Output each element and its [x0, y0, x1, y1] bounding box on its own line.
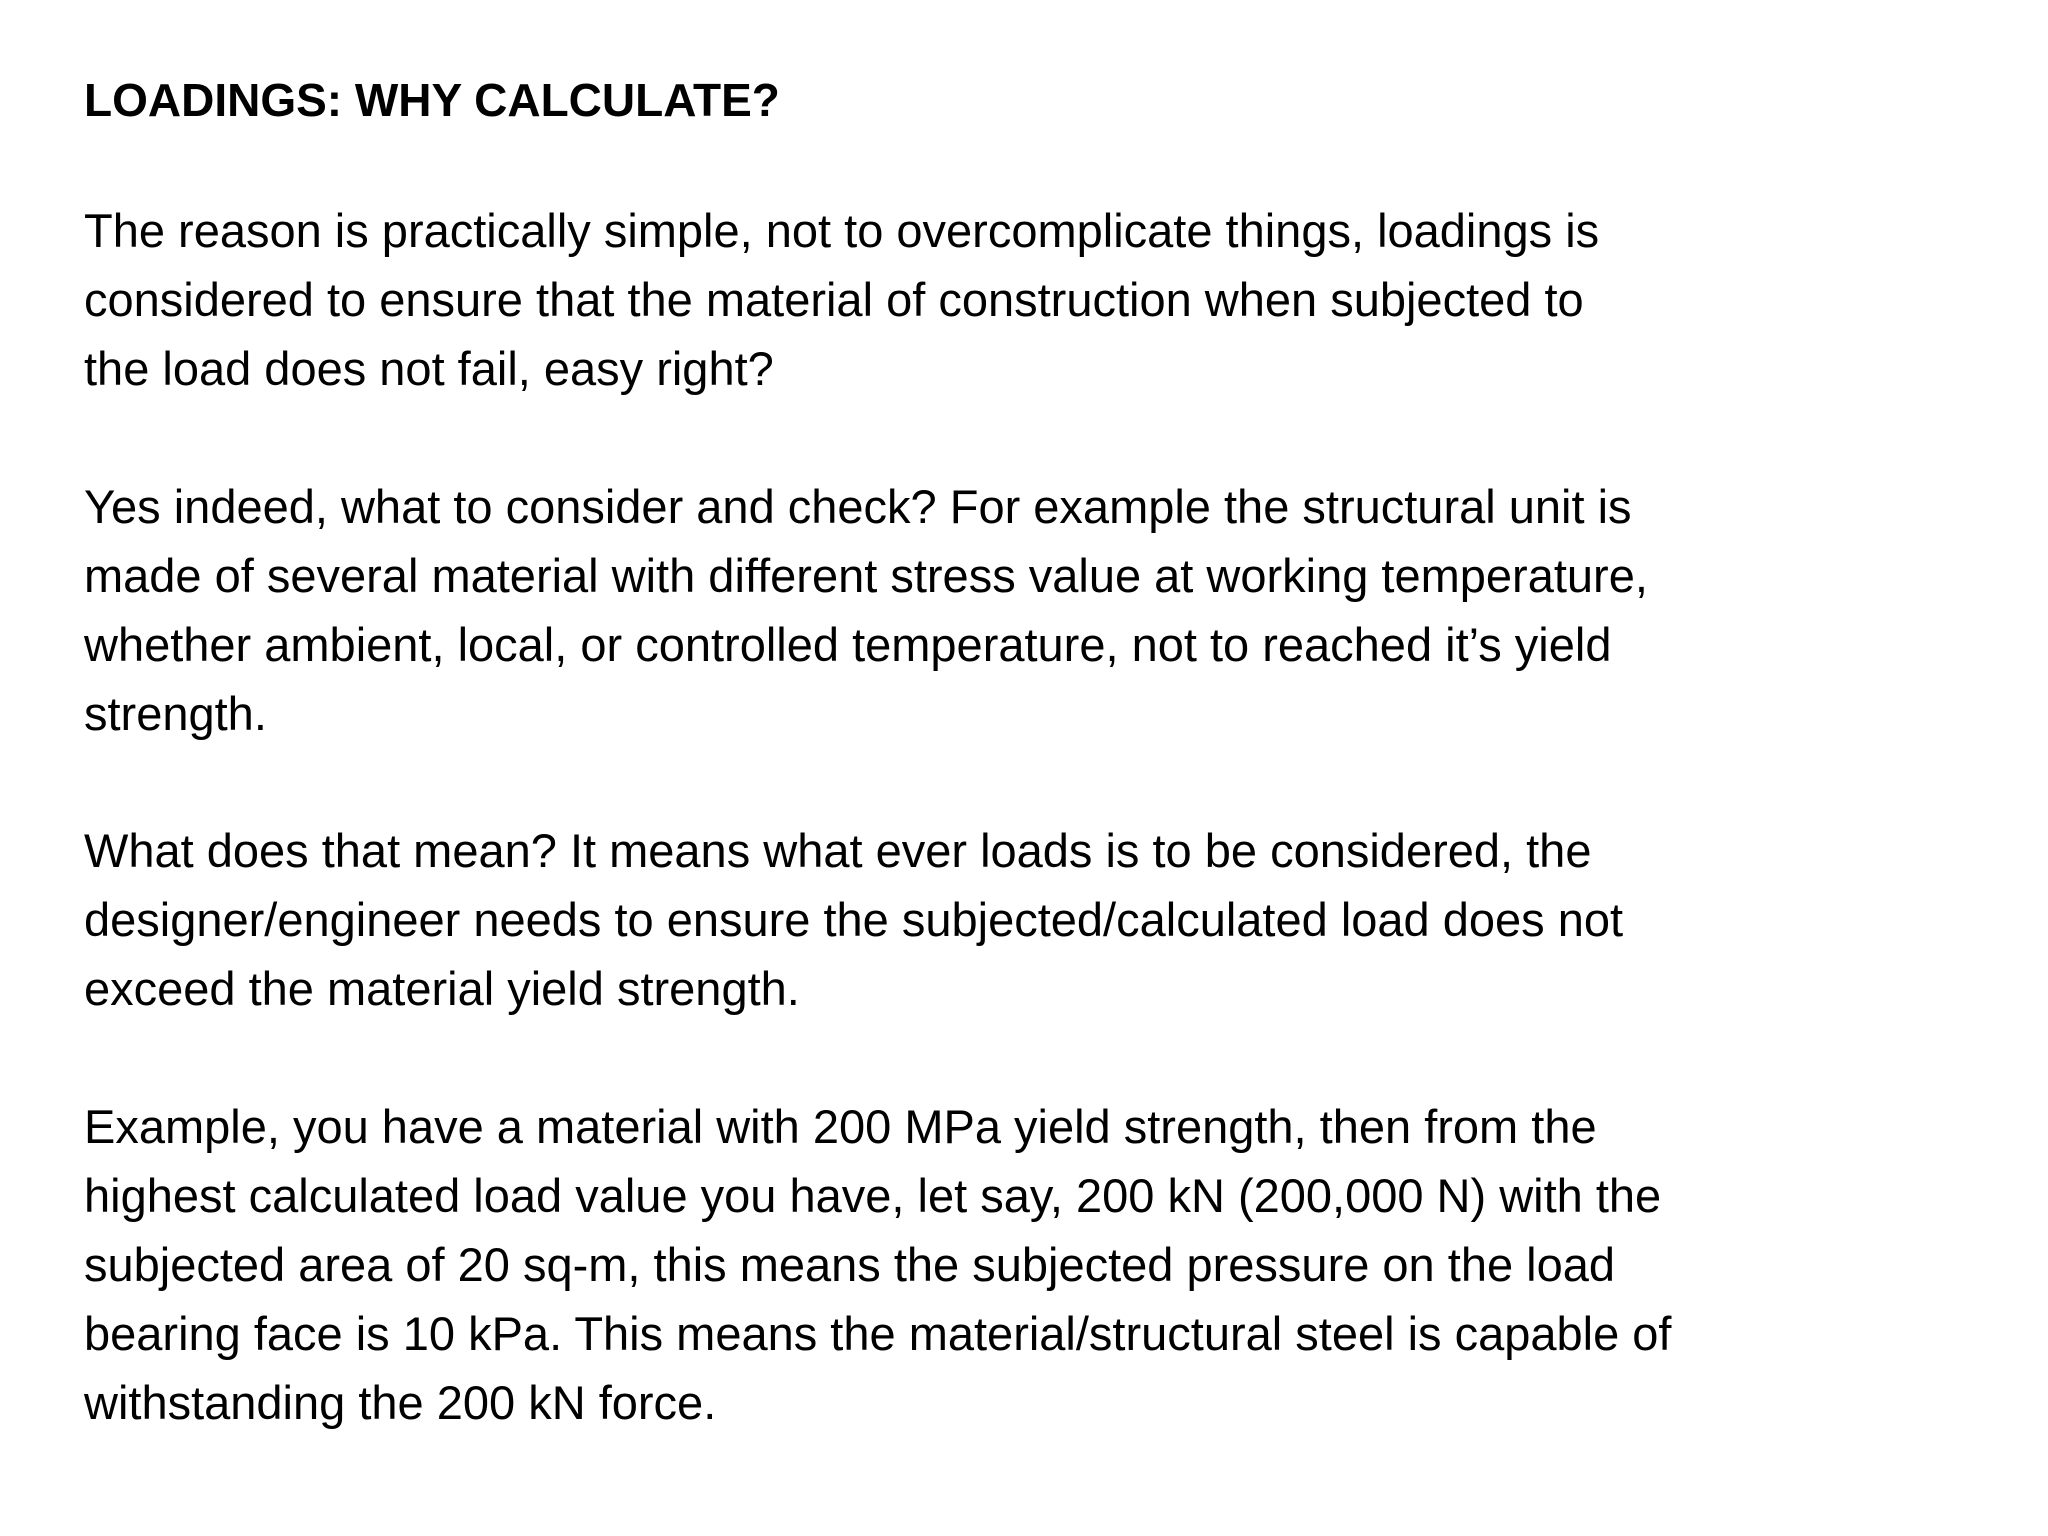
paragraph-line: designer/engineer needs to ensure the subjected/calculated load does not: [84, 893, 1624, 946]
paragraph-meaning: [84, 816, 1623, 1023]
paragraph-line: What does that mean? It means what ever loads is to be considered, the: [84, 824, 1592, 877]
paragraph-reason: [84, 196, 1599, 403]
paragraph-line: exceed the material yield strength.: [84, 962, 800, 1015]
paragraph-line: strength.: [84, 687, 267, 740]
paragraph-line: withstanding the 200 kN force.: [84, 1376, 717, 1429]
paragraph-example: [84, 1092, 1672, 1437]
page-title: LOADINGS: WHY CALCULATE?: [84, 74, 780, 126]
paragraph-line: The reason is practically simple, not to overcomplicate things, loadings is: [84, 204, 1600, 257]
paragraph-line: whether ambient, local, or controlled temperature, not to reached it’s yield: [84, 618, 1612, 671]
paragraph-line: bearing face is 10 kPa. This means the material/structural steel is capable of: [84, 1307, 1672, 1360]
paragraph-line: Example, you have a material with 200 MPa yield strength, then from the: [84, 1100, 1597, 1153]
paragraph-line: considered to ensure that the material of construction when subjected to: [84, 273, 1584, 326]
paragraph-line: highest calculated load value you have, let say, 200 kN (200,000 N) with the: [84, 1169, 1662, 1222]
paragraph-consider: [84, 472, 1648, 748]
paragraph-line: the load does not fail, easy right?: [84, 342, 774, 395]
paragraph-line: subjected area of 20 sq-m, this means the subjected pressure on the load: [84, 1238, 1616, 1291]
paragraph-line: made of several material with different stress value at working temperature,: [84, 549, 1648, 602]
paragraph-line: Yes indeed, what to consider and check? For example the structural unit is: [84, 480, 1632, 533]
